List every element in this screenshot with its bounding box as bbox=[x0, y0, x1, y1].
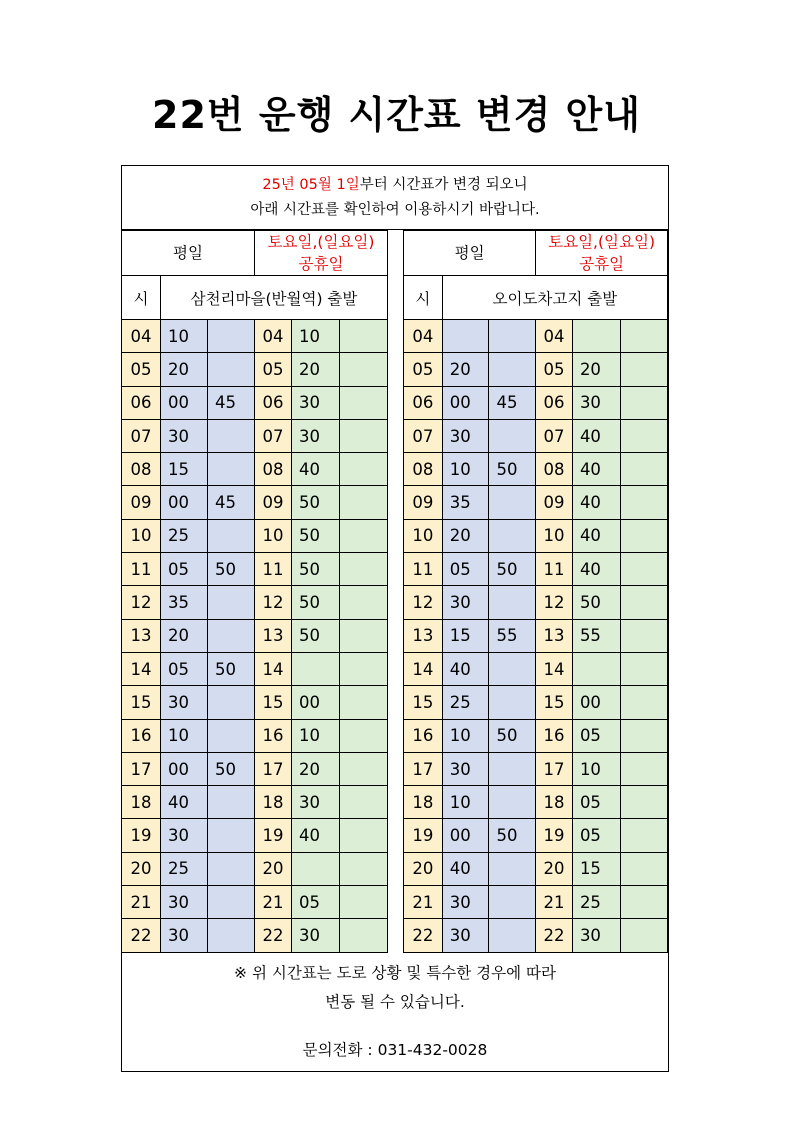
footer-line-1: ※ 위 시간표는 도로 상황 및 특수한 경우에 따라 bbox=[234, 964, 556, 982]
weekday-minute-cell: 35 bbox=[161, 586, 208, 619]
table-row bbox=[122, 353, 388, 386]
weekend-minute-cell: 10 bbox=[572, 752, 620, 785]
weekday-minute-cell: 40 bbox=[161, 786, 208, 819]
weekend-minute-cell bbox=[340, 852, 388, 885]
weekday-minute-cell: 00 bbox=[161, 386, 208, 419]
weekend-minute-cell bbox=[620, 619, 667, 652]
weekend-hour-cell: 12 bbox=[255, 586, 292, 619]
weekday-hour-cell: 09 bbox=[122, 486, 161, 519]
weekday-hour-cell: 05 bbox=[404, 353, 443, 386]
weekday-minute-cell: 00 bbox=[442, 819, 489, 852]
table-row bbox=[404, 852, 668, 885]
table-row bbox=[404, 819, 668, 852]
weekday-hour-cell: 16 bbox=[404, 719, 443, 752]
weekend-minute-cell bbox=[340, 486, 388, 519]
weekend-hour-cell: 22 bbox=[536, 919, 573, 952]
weekend-minute-cell: 50 bbox=[292, 586, 340, 619]
weekday-minute-cell: 10 bbox=[161, 320, 208, 353]
weekday-minute-cell bbox=[489, 353, 536, 386]
weekday-minute-cell bbox=[489, 886, 536, 919]
weekend-hour-cell: 22 bbox=[255, 919, 292, 952]
table-row bbox=[404, 752, 668, 785]
weekend-minute-cell bbox=[620, 652, 667, 685]
weekend-header: 토요일,(일요일) 공휴일 bbox=[536, 231, 668, 276]
weekday-hour-cell: 17 bbox=[122, 752, 161, 785]
weekend-minute-cell bbox=[620, 719, 667, 752]
weekend-minute-cell: 00 bbox=[292, 686, 340, 719]
weekend-minute-cell bbox=[620, 519, 667, 552]
weekend-minute-cell: 05 bbox=[572, 786, 620, 819]
table-row bbox=[404, 453, 668, 486]
weekend-minute-cell bbox=[620, 320, 667, 353]
weekend-minute-cell bbox=[340, 553, 388, 586]
weekday-hour-cell: 05 bbox=[122, 353, 161, 386]
weekend-hour-cell: 10 bbox=[536, 519, 573, 552]
weekday-hour-cell: 08 bbox=[122, 453, 161, 486]
weekend-minute-cell bbox=[292, 852, 340, 885]
weekday-minute-cell: 20 bbox=[442, 353, 489, 386]
weekend-minute-cell bbox=[340, 353, 388, 386]
weekday-minute-cell: 40 bbox=[442, 852, 489, 885]
weekend-hour-cell: 10 bbox=[255, 519, 292, 552]
table-row bbox=[122, 320, 388, 353]
weekday-hour-cell: 22 bbox=[122, 919, 161, 952]
weekday-minute-cell: 10 bbox=[442, 719, 489, 752]
weekday-hour-cell: 18 bbox=[122, 786, 161, 819]
weekend-minute-cell: 05 bbox=[572, 719, 620, 752]
weekend-hour-cell: 18 bbox=[255, 786, 292, 819]
weekday-minute-cell bbox=[208, 886, 255, 919]
weekday-minute-cell: 50 bbox=[489, 553, 536, 586]
weekday-minute-cell bbox=[489, 486, 536, 519]
weekend-minute-cell bbox=[340, 652, 388, 685]
weekend-minute-cell: 40 bbox=[572, 553, 620, 586]
weekend-minute-cell: 00 bbox=[572, 686, 620, 719]
weekday-hour-cell: 15 bbox=[122, 686, 161, 719]
weekend-hour-cell: 15 bbox=[536, 686, 573, 719]
weekend-minute-cell: 20 bbox=[572, 353, 620, 386]
notice-line-1-text: 부터 시간표가 변경 되오니 bbox=[359, 177, 528, 193]
table-row bbox=[122, 553, 388, 586]
weekday-minute-cell: 30 bbox=[161, 686, 208, 719]
weekday-minute-cell bbox=[208, 453, 255, 486]
weekend-minute-cell: 40 bbox=[292, 819, 340, 852]
weekday-minute-cell: 00 bbox=[161, 486, 208, 519]
weekday-minute-cell: 50 bbox=[208, 652, 255, 685]
weekday-hour-cell: 19 bbox=[122, 819, 161, 852]
weekday-minute-cell: 25 bbox=[442, 686, 489, 719]
weekend-hour-cell: 20 bbox=[255, 852, 292, 885]
weekend-hour-cell: 06 bbox=[536, 386, 573, 419]
weekday-minute-cell: 15 bbox=[442, 619, 489, 652]
table-row bbox=[404, 686, 668, 719]
table-row bbox=[122, 819, 388, 852]
weekend-minute-cell bbox=[340, 320, 388, 353]
weekend-minute-cell bbox=[340, 586, 388, 619]
weekend-hour-cell: 18 bbox=[536, 786, 573, 819]
weekday-minute-cell: 00 bbox=[442, 386, 489, 419]
weekday-hour-cell: 16 bbox=[122, 719, 161, 752]
weekend-minute-cell bbox=[620, 419, 667, 452]
weekday-minute-cell bbox=[208, 586, 255, 619]
change-notice bbox=[122, 166, 668, 230]
table-row bbox=[404, 919, 668, 952]
weekend-minute-cell bbox=[340, 619, 388, 652]
weekday-hour-cell: 20 bbox=[404, 852, 443, 885]
weekday-minute-cell bbox=[208, 919, 255, 952]
table-row bbox=[404, 586, 668, 619]
weekend-minute-cell bbox=[340, 419, 388, 452]
weekend-minute-cell: 25 bbox=[572, 886, 620, 919]
weekend-minute-cell bbox=[340, 819, 388, 852]
weekend-hour-cell: 09 bbox=[536, 486, 573, 519]
weekend-hour-cell: 04 bbox=[536, 320, 573, 353]
weekday-minute-cell: 30 bbox=[442, 919, 489, 952]
weekend-hour-cell: 08 bbox=[255, 453, 292, 486]
weekday-minute-cell: 05 bbox=[161, 652, 208, 685]
table-row bbox=[404, 320, 668, 353]
table-row bbox=[122, 786, 388, 819]
weekend-hour-cell: 17 bbox=[536, 752, 573, 785]
weekday-hour-cell: 14 bbox=[122, 652, 161, 685]
weekend-hour-cell: 16 bbox=[536, 719, 573, 752]
weekend-hour-cell: 12 bbox=[536, 586, 573, 619]
weekday-hour-cell: 18 bbox=[404, 786, 443, 819]
weekday-minute-cell bbox=[489, 919, 536, 952]
weekend-hour-cell: 05 bbox=[536, 353, 573, 386]
weekday-minute-cell: 45 bbox=[489, 386, 536, 419]
weekend-hour-cell: 15 bbox=[255, 686, 292, 719]
weekend-minute-cell: 15 bbox=[572, 852, 620, 885]
weekend-minute-cell bbox=[620, 586, 667, 619]
table-row bbox=[122, 453, 388, 486]
weekday-minute-cell: 50 bbox=[489, 719, 536, 752]
page-title: 22번 운행 시간표 변경 안내 bbox=[152, 93, 641, 137]
weekend-minute-cell bbox=[340, 386, 388, 419]
weekday-minute-cell: 30 bbox=[442, 586, 489, 619]
weekend-minute-cell: 50 bbox=[292, 519, 340, 552]
table-row bbox=[122, 886, 388, 919]
weekend-minute-cell bbox=[572, 652, 620, 685]
weekday-hour-cell: 20 bbox=[122, 852, 161, 885]
weekday-minute-cell: 50 bbox=[208, 752, 255, 785]
weekday-header: 평일 bbox=[404, 231, 536, 276]
weekend-hour-cell: 07 bbox=[536, 419, 573, 452]
weekday-minute-cell bbox=[208, 852, 255, 885]
weekday-minute-cell bbox=[208, 419, 255, 452]
weekend-minute-cell bbox=[340, 886, 388, 919]
weekend-header: 토요일,(일요일) 공휴일 bbox=[255, 231, 388, 276]
weekend-hour-cell: 14 bbox=[536, 652, 573, 685]
timetable-left bbox=[121, 230, 388, 953]
weekday-minute-cell: 45 bbox=[208, 486, 255, 519]
weekday-minute-cell bbox=[208, 786, 255, 819]
weekday-hour-cell: 13 bbox=[404, 619, 443, 652]
weekend-minute-cell: 30 bbox=[572, 919, 620, 952]
weekday-header: 평일 bbox=[122, 231, 255, 276]
contact-phone: 문의전화 : 031-432-0028 bbox=[302, 1041, 488, 1059]
weekday-minute-cell: 50 bbox=[489, 453, 536, 486]
weekday-minute-cell bbox=[489, 586, 536, 619]
weekend-minute-cell: 05 bbox=[572, 819, 620, 852]
table-row bbox=[122, 719, 388, 752]
weekday-hour-cell: 11 bbox=[122, 553, 161, 586]
weekend-hour-cell: 13 bbox=[255, 619, 292, 652]
weekday-minute-cell: 10 bbox=[442, 786, 489, 819]
weekend-hour-cell: 07 bbox=[255, 419, 292, 452]
weekday-hour-cell: 07 bbox=[404, 419, 443, 452]
weekend-minute-cell bbox=[620, 819, 667, 852]
weekday-minute-cell: 30 bbox=[442, 752, 489, 785]
weekday-minute-cell bbox=[208, 819, 255, 852]
weekday-minute-cell: 30 bbox=[161, 419, 208, 452]
weekday-minute-cell: 45 bbox=[208, 386, 255, 419]
table-row bbox=[122, 519, 388, 552]
weekday-minute-cell: 10 bbox=[161, 719, 208, 752]
table-row bbox=[122, 652, 388, 685]
weekend-minute-cell: 40 bbox=[572, 453, 620, 486]
weekend-hour-cell: 16 bbox=[255, 719, 292, 752]
weekend-minute-cell bbox=[340, 752, 388, 785]
weekday-hour-cell: 04 bbox=[404, 320, 443, 353]
weekend-minute-cell bbox=[340, 786, 388, 819]
weekend-minute-cell bbox=[620, 919, 667, 952]
weekday-hour-cell: 12 bbox=[122, 586, 161, 619]
weekend-minute-cell bbox=[340, 686, 388, 719]
weekday-hour-cell: 17 bbox=[404, 752, 443, 785]
weekend-minute-cell bbox=[340, 919, 388, 952]
table-row bbox=[122, 586, 388, 619]
weekday-minute-cell: 00 bbox=[161, 752, 208, 785]
weekend-minute-cell: 40 bbox=[572, 419, 620, 452]
weekday-minute-cell: 40 bbox=[442, 652, 489, 685]
weekday-minute-cell: 10 bbox=[442, 453, 489, 486]
weekday-minute-cell: 15 bbox=[161, 453, 208, 486]
weekday-hour-cell: 21 bbox=[404, 886, 443, 919]
weekday-minute-cell: 50 bbox=[489, 819, 536, 852]
weekday-minute-cell bbox=[489, 652, 536, 685]
weekday-minute-cell bbox=[208, 686, 255, 719]
weekday-hour-cell: 07 bbox=[122, 419, 161, 452]
weekend-minute-cell: 40 bbox=[292, 453, 340, 486]
weekend-minute-cell bbox=[620, 686, 667, 719]
weekday-minute-cell: 25 bbox=[161, 852, 208, 885]
hour-header: 시 bbox=[404, 276, 443, 320]
weekday-hour-cell: 10 bbox=[404, 519, 443, 552]
weekday-minute-cell bbox=[489, 686, 536, 719]
weekday-minute-cell: 20 bbox=[161, 619, 208, 652]
weekend-minute-cell bbox=[620, 752, 667, 785]
table-row bbox=[404, 619, 668, 652]
weekend-minute-cell: 30 bbox=[572, 386, 620, 419]
table-row bbox=[122, 619, 388, 652]
table-row bbox=[122, 752, 388, 785]
weekday-hour-cell: 09 bbox=[404, 486, 443, 519]
weekend-hour-cell: 14 bbox=[255, 652, 292, 685]
weekday-minute-cell: 25 bbox=[161, 519, 208, 552]
weekday-hour-cell: 06 bbox=[404, 386, 443, 419]
timetable-right bbox=[403, 230, 668, 953]
weekend-hour-cell: 19 bbox=[536, 819, 573, 852]
effective-date: 25년 05월 1일 bbox=[262, 177, 360, 193]
table-row bbox=[122, 419, 388, 452]
weekday-minute-cell: 30 bbox=[161, 919, 208, 952]
weekday-minute-cell: 30 bbox=[442, 419, 489, 452]
weekend-minute-cell: 30 bbox=[292, 919, 340, 952]
weekend-minute-cell: 05 bbox=[292, 886, 340, 919]
weekend-hour-cell: 09 bbox=[255, 486, 292, 519]
table-row bbox=[404, 786, 668, 819]
table-row bbox=[122, 486, 388, 519]
notice-line-2: 아래 시간표를 확인하여 이용하시기 바랍니다. bbox=[250, 202, 540, 218]
weekday-minute-cell: 30 bbox=[161, 886, 208, 919]
weekday-minute-cell bbox=[208, 353, 255, 386]
table-row bbox=[404, 386, 668, 419]
table-row bbox=[122, 686, 388, 719]
weekday-minute-cell: 20 bbox=[161, 353, 208, 386]
weekday-minute-cell bbox=[489, 852, 536, 885]
weekend-minute-cell: 30 bbox=[292, 786, 340, 819]
weekend-hour-cell: 05 bbox=[255, 353, 292, 386]
weekend-hour-cell: 19 bbox=[255, 819, 292, 852]
weekend-hour-cell: 04 bbox=[255, 320, 292, 353]
weekday-minute-cell bbox=[208, 619, 255, 652]
weekend-hour-cell: 11 bbox=[536, 553, 573, 586]
weekend-minute-cell: 50 bbox=[292, 619, 340, 652]
weekend-minute-cell bbox=[620, 353, 667, 386]
weekday-minute-cell bbox=[489, 419, 536, 452]
weekend-minute-cell: 10 bbox=[292, 320, 340, 353]
table-row bbox=[404, 652, 668, 685]
weekend-minute-cell bbox=[620, 386, 667, 419]
weekend-minute-cell: 40 bbox=[572, 519, 620, 552]
timetable-frame bbox=[121, 165, 669, 1072]
weekday-minute-cell bbox=[208, 719, 255, 752]
table-row bbox=[404, 486, 668, 519]
weekend-minute-cell: 20 bbox=[292, 752, 340, 785]
weekday-hour-cell: 12 bbox=[404, 586, 443, 619]
weekend-minute-cell bbox=[572, 320, 620, 353]
weekday-minute-cell bbox=[489, 752, 536, 785]
weekend-minute-cell: 10 bbox=[292, 719, 340, 752]
weekday-hour-cell: 22 bbox=[404, 919, 443, 952]
route-header-right: 오이도차고지 출발 bbox=[442, 276, 667, 320]
table-row bbox=[404, 353, 668, 386]
weekend-minute-cell: 40 bbox=[572, 486, 620, 519]
weekend-hour-cell: 17 bbox=[255, 752, 292, 785]
weekend-minute-cell: 55 bbox=[572, 619, 620, 652]
weekday-hour-cell: 08 bbox=[404, 453, 443, 486]
weekday-hour-cell: 19 bbox=[404, 819, 443, 852]
weekday-minute-cell bbox=[489, 519, 536, 552]
weekday-minute-cell bbox=[489, 320, 536, 353]
weekday-hour-cell: 11 bbox=[404, 553, 443, 586]
table-row bbox=[404, 419, 668, 452]
weekday-minute-cell: 55 bbox=[489, 619, 536, 652]
weekend-minute-cell: 30 bbox=[292, 419, 340, 452]
weekday-minute-cell: 30 bbox=[161, 819, 208, 852]
weekend-hour-cell: 21 bbox=[255, 886, 292, 919]
weekend-minute-cell bbox=[620, 486, 667, 519]
route-header-left: 삼천리마을(반월역) 출발 bbox=[161, 276, 388, 320]
weekend-hour-cell: 21 bbox=[536, 886, 573, 919]
weekend-minute-cell: 50 bbox=[292, 553, 340, 586]
weekday-hour-cell: 04 bbox=[122, 320, 161, 353]
weekend-minute-cell: 30 bbox=[292, 386, 340, 419]
weekday-minute-cell: 05 bbox=[161, 553, 208, 586]
table-row bbox=[404, 519, 668, 552]
table-row bbox=[404, 553, 668, 586]
weekend-minute-cell: 50 bbox=[572, 586, 620, 619]
table-row bbox=[404, 719, 668, 752]
weekend-minute-cell: 20 bbox=[292, 353, 340, 386]
weekday-hour-cell: 14 bbox=[404, 652, 443, 685]
notice-line-1 bbox=[122, 173, 668, 198]
weekday-minute-cell bbox=[208, 320, 255, 353]
weekday-hour-cell: 15 bbox=[404, 686, 443, 719]
weekday-minute-cell: 50 bbox=[208, 553, 255, 586]
weekend-minute-cell bbox=[292, 652, 340, 685]
weekend-minute-cell: 50 bbox=[292, 486, 340, 519]
weekend-hour-cell: 11 bbox=[255, 553, 292, 586]
weekday-minute-cell: 30 bbox=[442, 886, 489, 919]
weekend-minute-cell bbox=[340, 519, 388, 552]
weekend-minute-cell bbox=[620, 852, 667, 885]
weekday-minute-cell: 35 bbox=[442, 486, 489, 519]
table-row bbox=[122, 919, 388, 952]
weekday-hour-cell: 21 bbox=[122, 886, 161, 919]
weekday-hour-cell: 06 bbox=[122, 386, 161, 419]
weekday-minute-cell: 05 bbox=[442, 553, 489, 586]
weekend-minute-cell bbox=[620, 553, 667, 586]
weekday-minute-cell bbox=[489, 786, 536, 819]
table-row bbox=[404, 886, 668, 919]
weekday-minute-cell bbox=[208, 519, 255, 552]
weekend-minute-cell bbox=[620, 886, 667, 919]
weekday-hour-cell: 10 bbox=[122, 519, 161, 552]
weekend-hour-cell: 06 bbox=[255, 386, 292, 419]
weekend-minute-cell bbox=[340, 453, 388, 486]
table-row bbox=[122, 386, 388, 419]
weekday-hour-cell: 13 bbox=[122, 619, 161, 652]
weekend-minute-cell bbox=[620, 453, 667, 486]
hour-header: 시 bbox=[122, 276, 161, 320]
table-row bbox=[122, 852, 388, 885]
footer-line-2: 변동 될 수 있습니다. bbox=[325, 993, 465, 1011]
weekday-minute-cell bbox=[442, 320, 489, 353]
weekend-minute-cell bbox=[620, 786, 667, 819]
weekend-minute-cell bbox=[340, 719, 388, 752]
weekend-hour-cell: 08 bbox=[536, 453, 573, 486]
weekend-hour-cell: 13 bbox=[536, 619, 573, 652]
weekend-hour-cell: 20 bbox=[536, 852, 573, 885]
weekday-minute-cell: 20 bbox=[442, 519, 489, 552]
